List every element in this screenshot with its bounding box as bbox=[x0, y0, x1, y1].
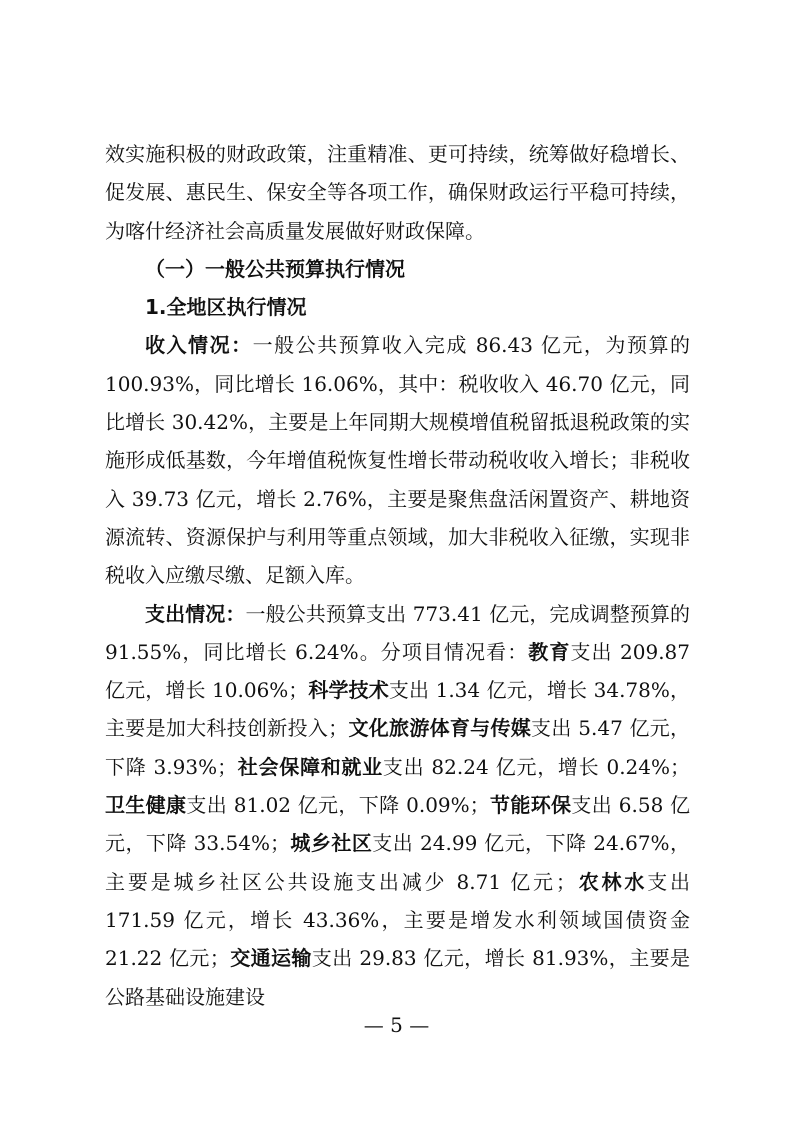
item-education: 教育 bbox=[528, 639, 571, 664]
income-label: 收入情况： bbox=[145, 333, 253, 358]
body-text bbox=[105, 135, 690, 1016]
item-culture-text: 支出 5.47 亿元，下降 3.93%； bbox=[105, 716, 691, 779]
section-heading: （一）一般公共预算执行情况 bbox=[145, 256, 405, 281]
page-number: — 5 — bbox=[363, 1013, 430, 1037]
item-health-text: 支出 81.02 亿元，下降 0.09%； bbox=[186, 793, 490, 818]
expenditure-intro: 一般公共预算支出 773.41 亿元，完成调整预算的 91.55%，同比增长 6.24%。分项目情况看： bbox=[105, 601, 690, 664]
item-culture: 文化旅游体育与传媒 bbox=[348, 716, 532, 741]
item-environment-text: 支出 6.58 亿元，下降 33.54%； bbox=[105, 793, 691, 856]
item-environment: 节能环保 bbox=[489, 793, 572, 818]
item-health: 卫生健康 bbox=[105, 793, 187, 818]
expenditure-label: 支出情况： bbox=[145, 601, 246, 626]
item-science: 科学技术 bbox=[308, 678, 389, 703]
income-paragraph bbox=[105, 326, 690, 594]
item-agriculture-text: 支出 171.59 亿元，增长 43.36%，主要是增发水利领域国债资金 21.22 亿元； bbox=[105, 869, 691, 971]
item-agriculture: 农林水 bbox=[575, 869, 648, 894]
intro-paragraph: 效实施积极的财政政策，注重精准、更可持续，统筹做好稳增长、促发展、惠民生、保安全等各项工作，确保财政运行平稳可持续，为喀什经济社会高质量发展做好财政保障。 bbox=[105, 142, 690, 243]
income-text: 一般公共预算收入完成 86.43 亿元，为预算的 100.93%，同比增长 16.06%，其中：税收收入 46.70 亿元，同比增长 30.42%，主要是上年同期大规模增值税留抵退税政策的实施形成低基数，今年增值税恢复性增长带动税收收入增长；非税收入 39.73 亿元，增长 2.76%，主要是聚焦盘活闲置资产、耕地资源流转、资源保护与利用等重点领域，加大非税收入征缴，实现非税收入应缴尽缴、足额入库。 bbox=[105, 333, 690, 588]
subsection-heading: 1.全地区执行情况 bbox=[145, 295, 307, 320]
expenditure-paragraph bbox=[105, 595, 690, 1016]
item-social-security: 社会保障和就业 bbox=[237, 754, 383, 779]
item-education-text: 支出 209.87 亿元，增长 10.06%； bbox=[105, 639, 691, 703]
item-urban-rural-text: 支出 24.99 亿元，下降 24.67%，主要是城乡社区公共设施支出减少 8.71 亿元； bbox=[105, 831, 691, 894]
item-transport: 交通运输 bbox=[229, 946, 312, 971]
item-transport-text: 支出 29.83 亿元，增长 81.93%，主要是公路基础设施建设 bbox=[105, 946, 690, 1009]
item-social-security-text: 支出 82.24 亿元，增长 0.24%； bbox=[382, 754, 691, 779]
item-urban-rural: 城乡社区 bbox=[289, 831, 373, 856]
item-science-text: 支出 1.34 亿元，增长 34.78%，主要是加大科技创新投入； bbox=[105, 678, 691, 741]
